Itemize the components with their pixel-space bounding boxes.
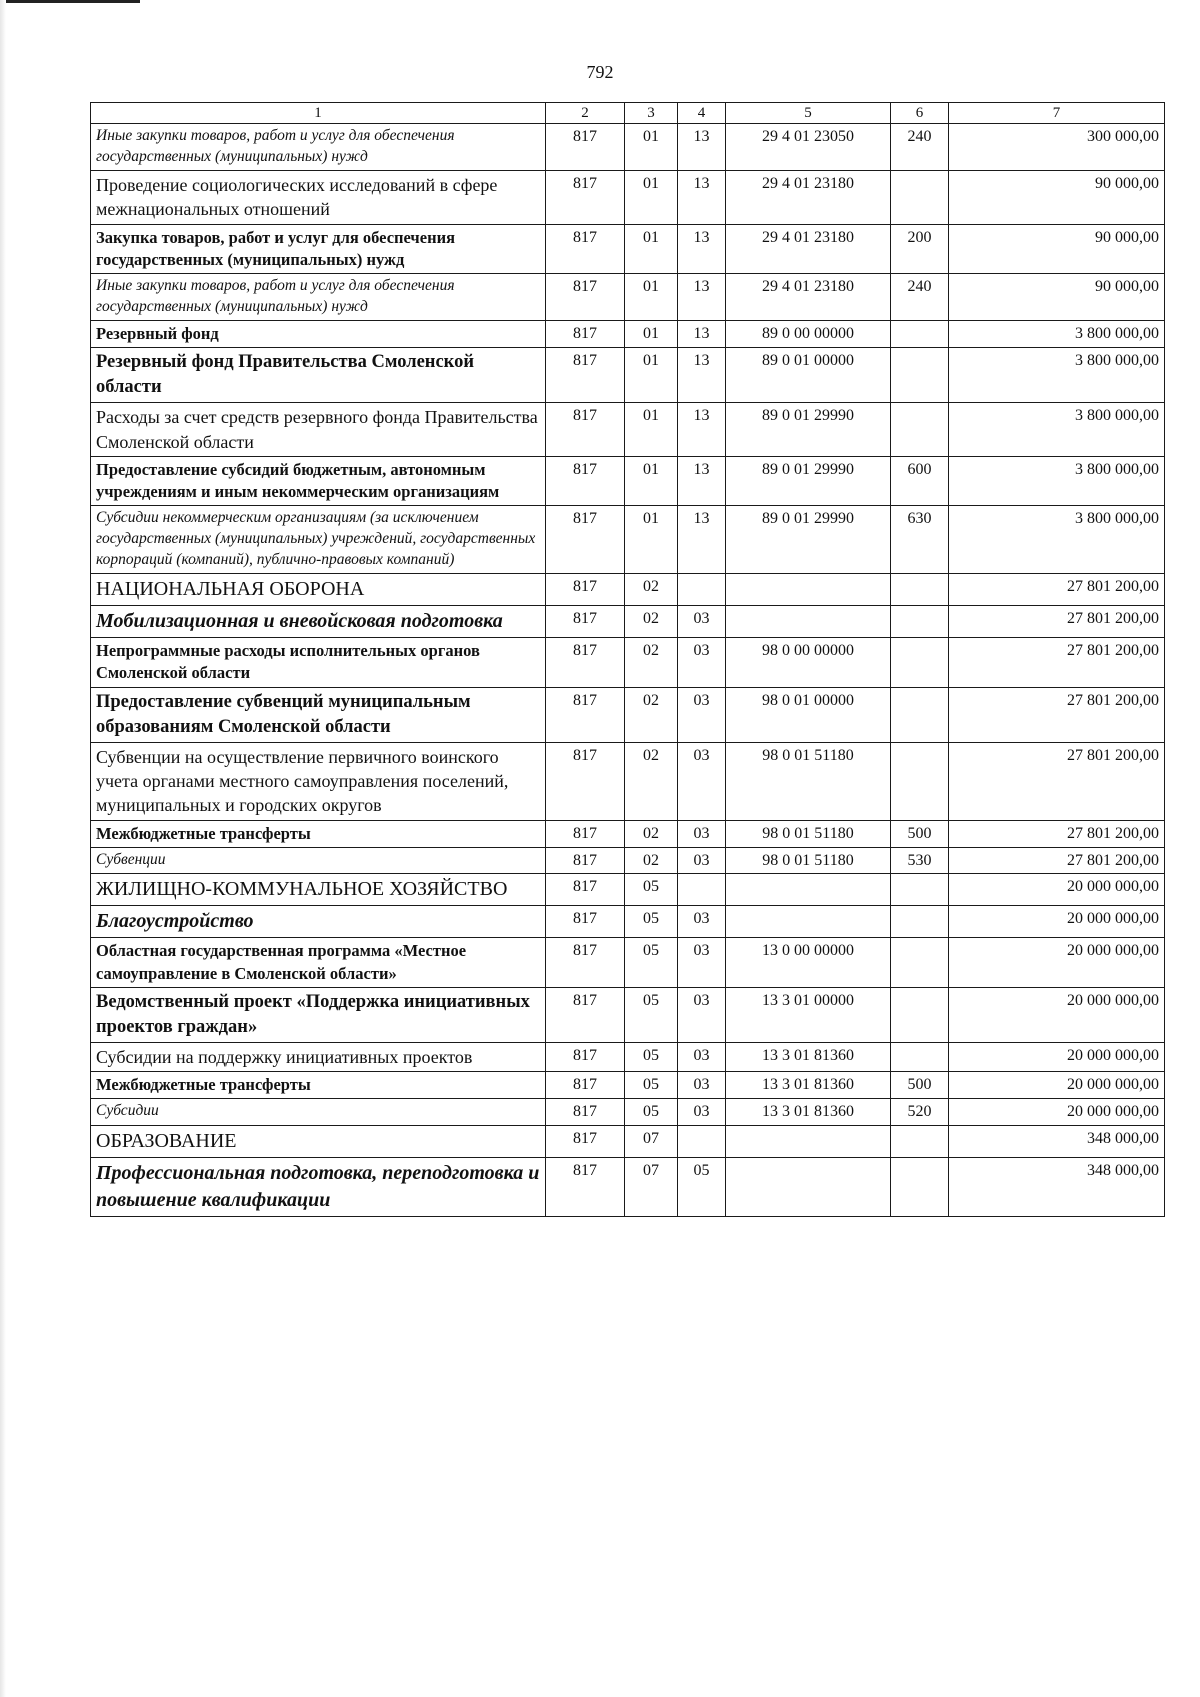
row-section-code: 02: [625, 638, 678, 688]
row-target-article: [726, 1158, 891, 1217]
table-row: [91, 506, 1165, 574]
row-subsection-code: 03: [678, 938, 726, 988]
row-name: Ведомственный проект «Поддержка инициативных проектов граждан»: [91, 987, 546, 1042]
row-section-code: 02: [625, 606, 678, 638]
table-header-row: [91, 103, 1165, 124]
row-admin-code: 817: [546, 1126, 625, 1158]
row-amount: 90 000,00: [949, 224, 1165, 274]
row-amount: 20 000 000,00: [949, 1099, 1165, 1126]
row-section-code: 05: [625, 987, 678, 1042]
row-amount: 27 801 200,00: [949, 820, 1165, 847]
row-name: Резервный фонд Правительства Смоленской области: [91, 348, 546, 403]
table-row: [91, 403, 1165, 457]
row-target-article: [726, 1126, 891, 1158]
table-row: [91, 171, 1165, 225]
table-row: [91, 321, 1165, 348]
row-name: ЖИЛИЩНО-КОММУНАЛЬНОЕ ХОЗЯЙСТВО: [91, 874, 546, 906]
table-row: [91, 820, 1165, 847]
row-section-code: 01: [625, 348, 678, 403]
row-admin-code: 817: [546, 742, 625, 820]
row-subsection-code: 03: [678, 638, 726, 688]
row-target-article: 13 3 01 81360: [726, 1072, 891, 1099]
table-row: [91, 742, 1165, 820]
table-row: [91, 906, 1165, 938]
row-subsection-code: 13: [678, 124, 726, 171]
row-target-article: 29 4 01 23180: [726, 171, 891, 225]
table-row: [91, 224, 1165, 274]
row-admin-code: 817: [546, 506, 625, 574]
row-expense-type: 240: [891, 124, 949, 171]
row-subsection-code: 03: [678, 987, 726, 1042]
row-admin-code: 817: [546, 348, 625, 403]
row-target-article: [726, 606, 891, 638]
table-row: [91, 987, 1165, 1042]
row-name: Резервный фонд: [91, 321, 546, 348]
row-expense-type: [891, 638, 949, 688]
row-admin-code: 817: [546, 820, 625, 847]
row-expense-type: 600: [891, 456, 949, 506]
row-subsection-code: [678, 574, 726, 606]
row-amount: 300 000,00: [949, 124, 1165, 171]
row-target-article: 89 0 01 00000: [726, 348, 891, 403]
table-row: [91, 938, 1165, 988]
row-admin-code: 817: [546, 124, 625, 171]
table-row: [91, 456, 1165, 506]
row-subsection-code: 03: [678, 820, 726, 847]
table-body: [91, 124, 1165, 1217]
table-row: [91, 638, 1165, 688]
row-section-code: 05: [625, 1042, 678, 1071]
row-subsection-code: 13: [678, 274, 726, 321]
row-expense-type: 520: [891, 1099, 949, 1126]
row-admin-code: 817: [546, 847, 625, 874]
row-name: НАЦИОНАЛЬНАЯ ОБОРОНА: [91, 574, 546, 606]
row-name: Предоставление субвенций муниципальным образованиям Смоленской области: [91, 687, 546, 742]
row-amount: 3 800 000,00: [949, 348, 1165, 403]
row-amount: 20 000 000,00: [949, 906, 1165, 938]
row-section-code: 05: [625, 874, 678, 906]
row-section-code: 01: [625, 506, 678, 574]
table-row: [91, 274, 1165, 321]
row-expense-type: [891, 874, 949, 906]
row-subsection-code: [678, 874, 726, 906]
row-expense-type: [891, 742, 949, 820]
row-admin-code: 817: [546, 1072, 625, 1099]
row-amount: 27 801 200,00: [949, 606, 1165, 638]
row-name: Мобилизационная и вневойсковая подготовка: [91, 606, 546, 638]
page-number: 792: [586, 62, 614, 82]
row-section-code: 05: [625, 938, 678, 988]
row-name: Областная государственная программа «Местное самоуправление в Смоленской области»: [91, 938, 546, 988]
row-section-code: 01: [625, 171, 678, 225]
row-section-code: 02: [625, 742, 678, 820]
scan-left-shadow: [0, 0, 6, 1697]
row-expense-type: [891, 938, 949, 988]
row-name: Расходы за счет средств резервного фонда Правительства Смоленской области: [91, 403, 546, 457]
row-name: Предоставление субсидий бюджетным, автономным учреждениям и иным некоммерческим организациям: [91, 456, 546, 506]
row-subsection-code: 13: [678, 321, 726, 348]
row-amount: 90 000,00: [949, 171, 1165, 225]
row-target-article: [726, 574, 891, 606]
header-col-5: 5: [726, 103, 891, 124]
row-amount: 3 800 000,00: [949, 456, 1165, 506]
row-subsection-code: 13: [678, 403, 726, 457]
row-name: Благоустройство: [91, 906, 546, 938]
row-name: ОБРАЗОВАНИЕ: [91, 1126, 546, 1158]
budget-table: [90, 102, 1165, 1217]
row-section-code: 02: [625, 847, 678, 874]
row-admin-code: 817: [546, 456, 625, 506]
row-subsection-code: 13: [678, 348, 726, 403]
row-name: Субсидии: [91, 1099, 546, 1126]
row-target-article: 13 0 00 00000: [726, 938, 891, 988]
row-amount: 20 000 000,00: [949, 1072, 1165, 1099]
row-target-article: 29 4 01 23180: [726, 224, 891, 274]
row-section-code: 02: [625, 687, 678, 742]
row-expense-type: [891, 687, 949, 742]
row-admin-code: 817: [546, 1158, 625, 1217]
table-row: [91, 1042, 1165, 1071]
row-name: Закупка товаров, работ и услуг для обеспечения государственных (муниципальных) нужд: [91, 224, 546, 274]
row-expense-type: [891, 1042, 949, 1071]
row-expense-type: [891, 403, 949, 457]
row-section-code: 05: [625, 1072, 678, 1099]
row-expense-type: [891, 1158, 949, 1217]
header-col-2: 2: [546, 103, 625, 124]
row-name: Субсидии на поддержку инициативных проектов: [91, 1042, 546, 1071]
row-section-code: 02: [625, 820, 678, 847]
row-target-article: 29 4 01 23050: [726, 124, 891, 171]
row-section-code: 01: [625, 274, 678, 321]
header-col-4: 4: [678, 103, 726, 124]
row-expense-type: [891, 1126, 949, 1158]
row-admin-code: 817: [546, 938, 625, 988]
row-name: Субвенции на осуществление первичного воинского учета органами местного самоуправления поселений, муниципальных и городских округов: [91, 742, 546, 820]
row-expense-type: [891, 987, 949, 1042]
row-admin-code: 817: [546, 224, 625, 274]
row-target-article: 98 0 01 00000: [726, 687, 891, 742]
row-amount: 20 000 000,00: [949, 938, 1165, 988]
row-subsection-code: 13: [678, 456, 726, 506]
row-amount: 27 801 200,00: [949, 687, 1165, 742]
row-admin-code: 817: [546, 403, 625, 457]
row-target-article: [726, 906, 891, 938]
table-row: [91, 1072, 1165, 1099]
row-amount: 3 800 000,00: [949, 321, 1165, 348]
row-target-article: 98 0 01 51180: [726, 820, 891, 847]
row-name: Субвенции: [91, 847, 546, 874]
row-subsection-code: 13: [678, 171, 726, 225]
row-name: Непрограммные расходы исполнительных органов Смоленской области: [91, 638, 546, 688]
row-subsection-code: 03: [678, 1042, 726, 1071]
row-subsection-code: 05: [678, 1158, 726, 1217]
row-section-code: 01: [625, 321, 678, 348]
row-target-article: 13 3 01 81360: [726, 1099, 891, 1126]
row-amount: 348 000,00: [949, 1126, 1165, 1158]
row-expense-type: 630: [891, 506, 949, 574]
row-subsection-code: 03: [678, 906, 726, 938]
header-col-3: 3: [625, 103, 678, 124]
row-subsection-code: 03: [678, 606, 726, 638]
table-row: [91, 874, 1165, 906]
row-admin-code: 817: [546, 687, 625, 742]
row-section-code: 01: [625, 456, 678, 506]
row-section-code: 07: [625, 1126, 678, 1158]
table-row: [91, 574, 1165, 606]
header-col-6: 6: [891, 103, 949, 124]
row-name: Профессиональная подготовка, переподготовка и повышение квалификации: [91, 1158, 546, 1217]
row-admin-code: 817: [546, 874, 625, 906]
table-row: [91, 348, 1165, 403]
row-subsection-code: 03: [678, 1099, 726, 1126]
row-target-article: 89 0 01 29990: [726, 506, 891, 574]
row-target-article: 13 3 01 00000: [726, 987, 891, 1042]
row-admin-code: 817: [546, 906, 625, 938]
header-col-1: 1: [91, 103, 546, 124]
row-expense-type: [891, 906, 949, 938]
row-section-code: 01: [625, 124, 678, 171]
row-name: Межбюджетные трансферты: [91, 1072, 546, 1099]
table-row: [91, 1158, 1165, 1217]
row-admin-code: 817: [546, 274, 625, 321]
row-target-article: 98 0 01 51180: [726, 847, 891, 874]
row-expense-type: [891, 574, 949, 606]
row-name: Иные закупки товаров, работ и услуг для обеспечения государственных (муниципальных) нужд: [91, 274, 546, 321]
row-expense-type: 500: [891, 1072, 949, 1099]
table-row: [91, 1099, 1165, 1126]
row-amount: 20 000 000,00: [949, 1042, 1165, 1071]
row-amount: 20 000 000,00: [949, 987, 1165, 1042]
row-target-article: 89 0 01 29990: [726, 456, 891, 506]
row-admin-code: 817: [546, 574, 625, 606]
row-admin-code: 817: [546, 987, 625, 1042]
row-subsection-code: 03: [678, 687, 726, 742]
header-col-7: 7: [949, 103, 1165, 124]
row-admin-code: 817: [546, 171, 625, 225]
row-expense-type: [891, 606, 949, 638]
row-section-code: 01: [625, 224, 678, 274]
row-expense-type: 530: [891, 847, 949, 874]
row-amount: 3 800 000,00: [949, 506, 1165, 574]
row-section-code: 01: [625, 403, 678, 457]
row-admin-code: 817: [546, 638, 625, 688]
table-row: [91, 1126, 1165, 1158]
row-target-article: [726, 874, 891, 906]
row-amount: 27 801 200,00: [949, 574, 1165, 606]
row-name: Субсидии некоммерческим организациям (за исключением государственных (муниципальных) учреждений, государственных корпораций (компаний), публично-правовых компаний): [91, 506, 546, 574]
row-name: Межбюджетные трансферты: [91, 820, 546, 847]
row-expense-type: 500: [891, 820, 949, 847]
row-subsection-code: 13: [678, 506, 726, 574]
row-admin-code: 817: [546, 321, 625, 348]
table-row: [91, 847, 1165, 874]
table-row: [91, 606, 1165, 638]
row-section-code: 02: [625, 574, 678, 606]
table-row: [91, 687, 1165, 742]
row-target-article: 98 0 00 00000: [726, 638, 891, 688]
row-expense-type: [891, 348, 949, 403]
row-target-article: 13 3 01 81360: [726, 1042, 891, 1071]
row-target-article: 29 4 01 23180: [726, 274, 891, 321]
row-expense-type: 240: [891, 274, 949, 321]
row-subsection-code: 03: [678, 847, 726, 874]
row-amount: 90 000,00: [949, 274, 1165, 321]
row-section-code: 05: [625, 1099, 678, 1126]
row-admin-code: 817: [546, 1042, 625, 1071]
row-amount: 27 801 200,00: [949, 638, 1165, 688]
row-subsection-code: 03: [678, 1072, 726, 1099]
row-subsection-code: 13: [678, 224, 726, 274]
row-name: Проведение социологических исследований в сфере межнациональных отношений: [91, 171, 546, 225]
scan-edge-mark: [0, 0, 140, 3]
row-admin-code: 817: [546, 606, 625, 638]
row-expense-type: [891, 321, 949, 348]
row-section-code: 07: [625, 1158, 678, 1217]
row-name: Иные закупки товаров, работ и услуг для обеспечения государственных (муниципальных) нужд: [91, 124, 546, 171]
row-expense-type: [891, 171, 949, 225]
row-amount: 348 000,00: [949, 1158, 1165, 1217]
row-subsection-code: 03: [678, 742, 726, 820]
row-amount: 27 801 200,00: [949, 847, 1165, 874]
row-section-code: 05: [625, 906, 678, 938]
row-amount: 20 000 000,00: [949, 874, 1165, 906]
row-target-article: 89 0 01 29990: [726, 403, 891, 457]
row-amount: 3 800 000,00: [949, 403, 1165, 457]
row-target-article: 98 0 01 51180: [726, 742, 891, 820]
row-expense-type: 200: [891, 224, 949, 274]
table-row: [91, 124, 1165, 171]
row-subsection-code: [678, 1126, 726, 1158]
row-amount: 27 801 200,00: [949, 742, 1165, 820]
row-target-article: 89 0 00 00000: [726, 321, 891, 348]
row-admin-code: 817: [546, 1099, 625, 1126]
